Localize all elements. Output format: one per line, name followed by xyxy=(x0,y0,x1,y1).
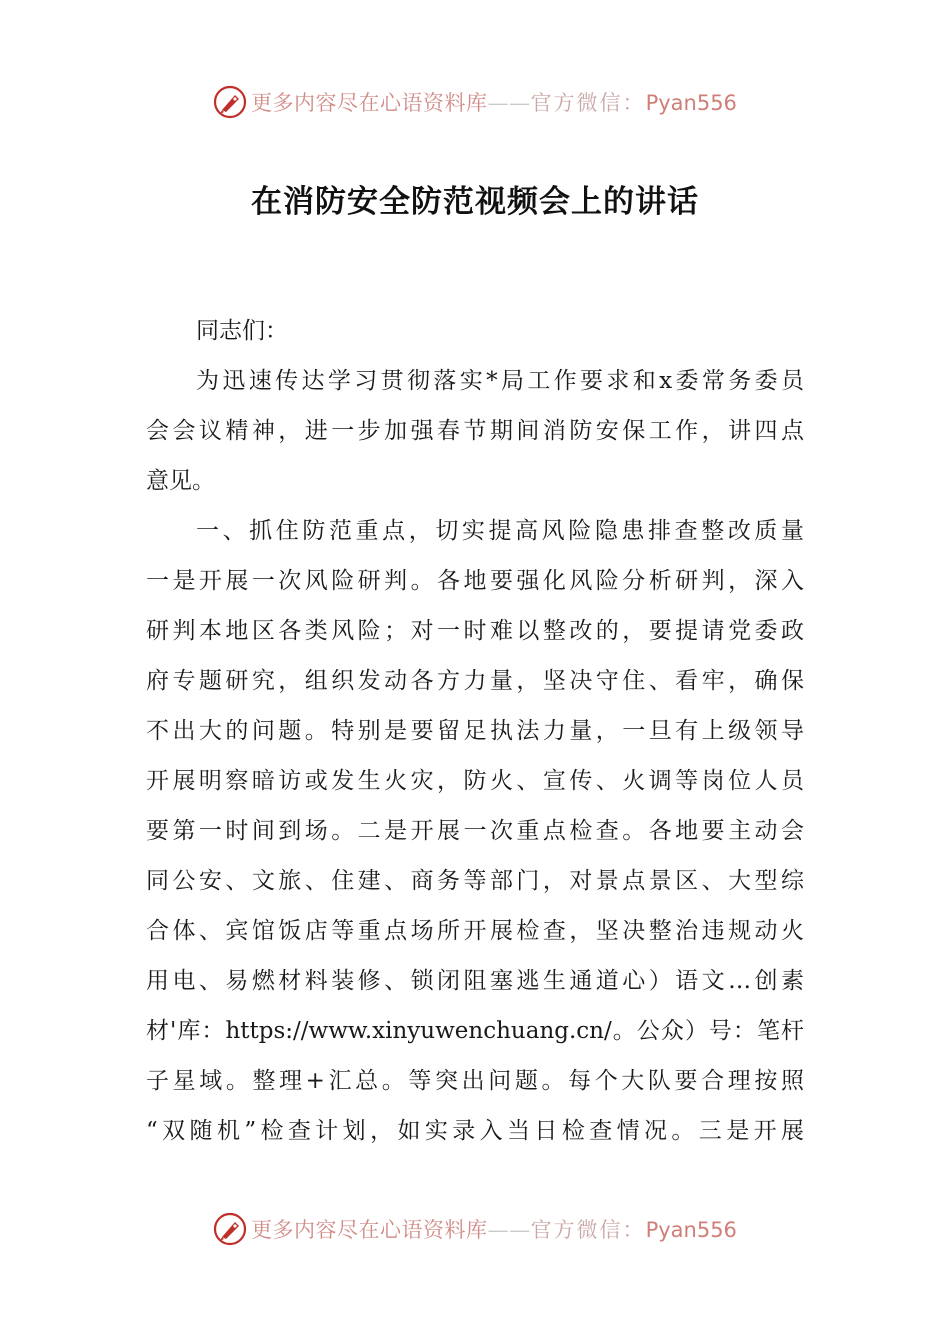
paragraph-line: 会会议精神，进一步加强春节期间消防安保工作，讲四点 xyxy=(146,418,804,444)
watermark-separator: —— xyxy=(487,1218,531,1242)
watermark-brand: 更多内容尽在心语资料库 xyxy=(251,1218,488,1242)
paragraph-line: 为迅速传达学习贯彻落实*局工作要求和x委常务委员 xyxy=(196,368,804,394)
paragraph-line: 开展明察暗访或发生火灾，防火、宣传、火调等岗位人员 xyxy=(146,768,804,794)
paragraph-line: 府专题研究，组织发动各方力量，坚决守住、看牢，确保 xyxy=(146,668,804,694)
paragraph-line: 子星域。整理+汇总。等突出问题。每个大队要合理按照 xyxy=(146,1068,804,1094)
section-heading-line: 一、抓住防范重点，切实提高风险隐患排查整改质量 xyxy=(196,518,804,544)
paragraph-line: 要第一时间到场。二是开展一次重点检查。各地要主动会 xyxy=(146,818,804,844)
document-title: 在消防安全防范视频会上的讲话 xyxy=(251,184,699,220)
watermark-separator: —— xyxy=(487,91,531,115)
watermark-text xyxy=(251,1214,737,1244)
watermark-contact-label: 官方微信： xyxy=(530,1218,646,1242)
paragraph-line: 意见。 xyxy=(146,468,215,494)
paragraph-line: 材'库：https://www.xinyuwenchuang.cn/。公众）号：笔杆 xyxy=(146,1018,804,1044)
watermark-text xyxy=(251,87,737,117)
header-watermark xyxy=(0,82,950,122)
watermark-contact-label: 官方微信： xyxy=(530,91,646,115)
paragraph-line: 一是开展一次风险研判。各地要强化风险分析研判，深入 xyxy=(146,568,804,594)
paragraph-line: “双随机”检查计划，如实录入当日检查情况。三是开展 xyxy=(146,1118,804,1144)
paragraph-line: 用电、易燃材料装修、锁闭阻塞逃生通道心）语文…创素 xyxy=(146,968,804,994)
paragraph-line: 合体、宾馆饭店等重点场所开展检查，坚决整治违规动火 xyxy=(146,918,804,944)
pen-nib-logo-icon xyxy=(213,85,247,119)
document-body xyxy=(146,306,804,1156)
watermark-brand: 更多内容尽在心语资料库 xyxy=(251,91,488,115)
pen-nib-logo-icon xyxy=(213,1212,247,1246)
paragraph-line: 不出大的问题。特别是要留足执法力量，一旦有上级领导 xyxy=(146,718,804,744)
watermark-contact-id: Pyan556 xyxy=(645,91,737,115)
watermark-contact-id: Pyan556 xyxy=(645,1218,737,1242)
salutation-line: 同志们： xyxy=(196,318,288,344)
paragraph-line: 研判本地区各类风险；对一时难以整改的，要提请党委政 xyxy=(146,618,804,644)
paragraph-line: 同公安、文旅、住建、商务等部门，对景点景区、大型综 xyxy=(146,868,804,894)
footer-watermark xyxy=(0,1209,950,1249)
